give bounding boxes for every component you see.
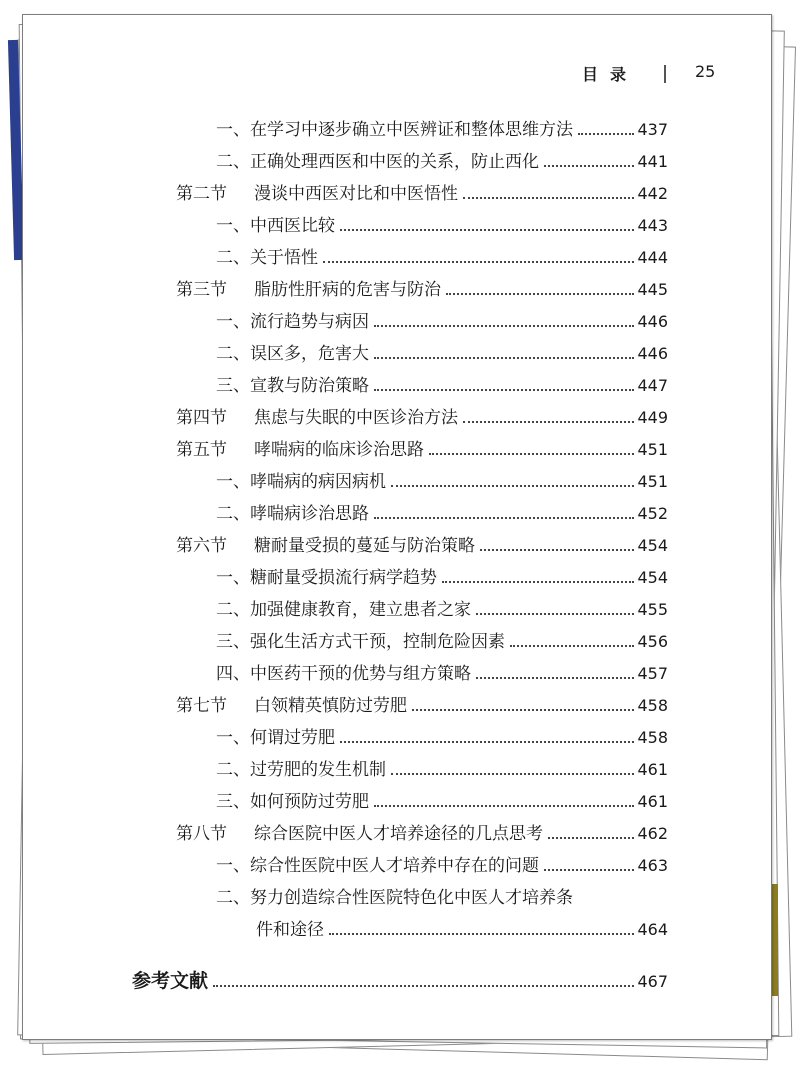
toc-entry-page: 461 — [637, 792, 668, 811]
toc-entry-label: 二、关于悟性 — [216, 248, 318, 268]
toc-entry[interactable] — [216, 499, 668, 524]
toc-entry[interactable] — [216, 371, 668, 396]
dot-leader — [544, 869, 634, 871]
toc-section-label — [176, 403, 458, 428]
toc-entry[interactable] — [216, 723, 668, 748]
toc-entry-page: 445 — [637, 280, 668, 299]
toc-section-label — [176, 179, 458, 204]
toc-entry-page: 458 — [637, 696, 668, 715]
dot-leader — [442, 581, 634, 583]
toc-entry-label: 一、中西医比较 — [216, 216, 335, 236]
section-number: 第八节 — [176, 824, 227, 844]
toc-entry[interactable] — [216, 339, 668, 364]
toc-entry-page: 455 — [637, 600, 668, 619]
toc-entry[interactable] — [216, 755, 668, 780]
toc-section-label — [176, 275, 441, 300]
dot-leader — [463, 421, 634, 423]
toc-entry[interactable] — [216, 211, 668, 236]
section-title: 白领精英慎防过劳肥 — [254, 696, 407, 716]
toc-section-entry[interactable] — [176, 179, 668, 204]
dot-leader — [340, 229, 634, 231]
toc-section-entry[interactable] — [176, 275, 668, 300]
dot-leader — [391, 485, 634, 487]
dot-leader — [374, 805, 634, 807]
header-title: 目录 — [582, 65, 639, 84]
dot-leader — [578, 133, 634, 135]
toc-entry[interactable] — [256, 915, 668, 940]
toc-section-label — [176, 435, 424, 460]
toc-section-entry[interactable] — [176, 819, 668, 844]
toc-entry-label-line2: 件和途径 — [256, 920, 324, 940]
toc-entry-label: 二、误区多，危害大 — [216, 344, 369, 364]
header-separator — [664, 65, 666, 83]
toc-entry[interactable] — [216, 627, 668, 652]
toc-entry-page: 446 — [637, 344, 668, 363]
toc-references-entry[interactable] — [132, 966, 668, 993]
section-title: 焦虑与失眠的中医诊治方法 — [254, 408, 458, 428]
toc-entry-page: 449 — [637, 408, 668, 427]
section-title: 糖耐量受损的蔓延与防治策略 — [254, 536, 475, 556]
toc-entry-page: 446 — [637, 312, 668, 331]
section-title: 哮喘病的临床诊治思路 — [254, 440, 424, 460]
toc-entry[interactable] — [216, 115, 668, 140]
toc-section-entry[interactable] — [176, 403, 668, 428]
toc-entry-page: 452 — [637, 504, 668, 523]
toc-section-entry[interactable] — [176, 435, 668, 460]
toc-page — [22, 14, 772, 1040]
toc-entry-page: 454 — [637, 536, 668, 555]
section-number: 第四节 — [176, 408, 227, 428]
toc-entry[interactable] — [216, 787, 668, 812]
toc-entry-label: 二、过劳肥的发生机制 — [216, 760, 386, 780]
toc-entry[interactable] — [216, 467, 668, 492]
dot-leader — [323, 261, 634, 263]
toc-section-entry[interactable] — [176, 531, 668, 556]
toc-section-label — [176, 691, 407, 716]
toc-entry-page: 437 — [637, 120, 668, 139]
toc-entry-label: 一、综合性医院中医人才培养中存在的问题 — [216, 856, 539, 876]
toc-entry-label: 一、流行趋势与病因 — [216, 312, 369, 332]
dot-leader — [544, 165, 634, 167]
dot-leader — [476, 613, 634, 615]
toc-entry[interactable] — [216, 659, 668, 684]
dot-leader — [374, 357, 634, 359]
section-title: 漫谈中西医对比和中医悟性 — [254, 184, 458, 204]
toc-entry-page: 464 — [637, 920, 668, 939]
toc-entry-page: 442 — [637, 184, 668, 203]
toc-section-label — [176, 819, 543, 844]
dot-leader — [374, 517, 634, 519]
references-page: 467 — [637, 972, 668, 991]
dot-leader — [329, 933, 634, 935]
section-number: 第二节 — [176, 184, 227, 204]
toc-entry-page: 443 — [637, 216, 668, 235]
toc-entry[interactable] — [216, 147, 668, 172]
toc-entry-label: 二、正确处理西医和中医的关系，防止西化 — [216, 152, 539, 172]
running-header — [23, 59, 771, 89]
toc-entry-label-line1[interactable]: 二、努力创造综合性医院特色化中医人才培养条 — [216, 888, 573, 908]
header-page-number: 25 — [695, 62, 716, 81]
dot-leader — [480, 549, 634, 551]
toc-entry-page: 458 — [637, 728, 668, 747]
toc-entry-page: 444 — [637, 248, 668, 267]
toc-entry-label: 三、如何预防过劳肥 — [216, 792, 369, 812]
toc-entry-label: 二、哮喘病诊治思路 — [216, 504, 369, 524]
toc-section-label — [176, 531, 475, 556]
section-title: 综合医院中医人才培养途径的几点思考 — [254, 824, 543, 844]
toc-entry-label: 三、宣教与防治策略 — [216, 376, 369, 396]
toc-entry-page: 451 — [637, 440, 668, 459]
section-number: 第六节 — [176, 536, 227, 556]
toc-entry-page: 451 — [637, 472, 668, 491]
toc-entry-page: 456 — [637, 632, 668, 651]
toc-entry-page: 457 — [637, 664, 668, 683]
dot-leader — [446, 293, 634, 295]
references-label: 参考文献 — [132, 970, 209, 992]
toc-entry[interactable] — [216, 595, 668, 620]
toc-entry-label: 一、哮喘病的病因病机 — [216, 472, 386, 492]
toc-entry-page: 447 — [637, 376, 668, 395]
toc-entry-page: 463 — [637, 856, 668, 875]
dot-leader — [391, 773, 634, 775]
toc-entry-label: 二、加强健康教育，建立患者之家 — [216, 600, 471, 620]
toc-entry-label: 四、中医药干预的优势与组方策略 — [216, 664, 471, 684]
section-title: 脂肪性肝病的危害与防治 — [254, 280, 441, 300]
toc-entry-label: 一、在学习中逐步确立中医辨证和整体思维方法 — [216, 120, 573, 140]
dot-leader — [213, 985, 634, 987]
dot-leader — [476, 677, 634, 679]
toc-entry[interactable] — [216, 243, 668, 268]
dot-leader — [340, 741, 634, 743]
toc-entry-page: 441 — [637, 152, 668, 171]
dot-leader — [429, 453, 634, 455]
toc-entry-page: 454 — [637, 568, 668, 587]
section-number: 第七节 — [176, 696, 227, 716]
dot-leader — [548, 837, 634, 839]
toc-entry[interactable] — [216, 851, 668, 876]
dot-leader — [374, 389, 634, 391]
toc-entry-label: 一、糖耐量受损流行病学趋势 — [216, 568, 437, 588]
toc-entry[interactable] — [216, 563, 668, 588]
toc-section-entry[interactable] — [176, 691, 668, 716]
toc-entry[interactable] — [216, 307, 668, 332]
dot-leader — [412, 709, 634, 711]
dot-leader — [510, 645, 634, 647]
toc-entry-page: 461 — [637, 760, 668, 779]
dot-leader — [463, 197, 634, 199]
section-number: 第五节 — [176, 440, 227, 460]
toc-entry-page: 462 — [637, 824, 668, 843]
toc-entry-label: 三、强化生活方式干预，控制危险因素 — [216, 632, 505, 652]
toc-entry-label: 一、何谓过劳肥 — [216, 728, 335, 748]
dot-leader — [374, 325, 634, 327]
section-number: 第三节 — [176, 280, 227, 300]
